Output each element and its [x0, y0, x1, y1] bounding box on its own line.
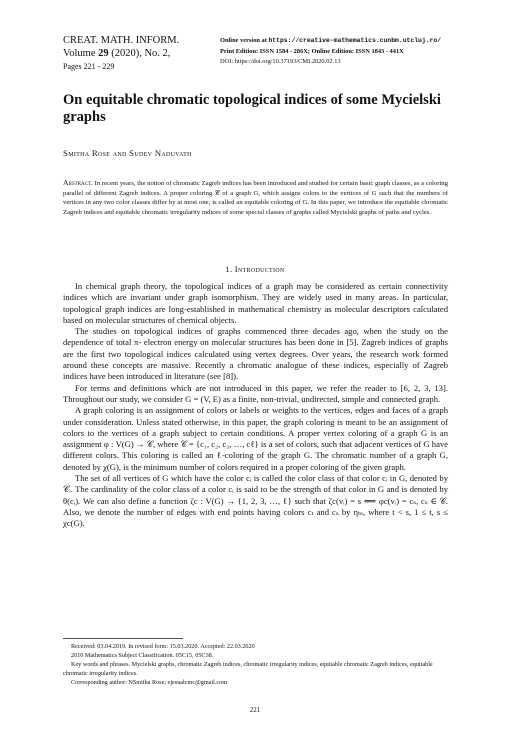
footnote-rule	[63, 638, 183, 639]
page-range: Pages 221 - 229	[63, 62, 115, 71]
paragraph: For terms and definitions which are not introduced in this paper, we refer the reader to [6, 2, 3, 13]. Throughout our study, we consider G = (V, E) as a finite, non-trivial, undirected, simple and connected graph.	[63, 382, 448, 404]
footnotes	[63, 638, 448, 687]
volume-number: 29	[98, 48, 109, 59]
body-text	[63, 281, 448, 530]
online-line	[220, 36, 480, 47]
section-heading: 1. Introduction	[225, 264, 285, 274]
paragraph: A graph coloring is an assignment of colors or labels or weights to the vertices, edges and faces of a graph under consideration. Unless stated otherwise, in this paper, the graph coloring is meant to be an assignment of colors to the vertices of a graph subject to certain conditions. A proper vertex coloring of a graph G is an assignment φ : V(G) → 𝒞, where 𝒞 = {c₁, c₂, c₃, …, cℓ} is a set of colors, such that adjacent vertices of G have different colors. This coloring is called an ℓ-coloring of the graph G. The chromatic number of a graph G, denoted by χ(G), is the minimum number of colors required in a proper coloring of the given graph.	[63, 405, 448, 472]
paragraph: The studies on topological indices of graphs commenced three decades ago, when the study on the dependence of total π- electron energy on molecular structures has been done in [5]. Zagreb indices of graphs are the first two topological indices calculated using vertex degrees. Over years, the research work formed around these concepts are massive. Recently a chromatic analogue of these indices, especially of Zagreb indices have been introduced in literature (see [8]).	[63, 326, 448, 382]
page-number: 221	[249, 706, 261, 714]
volume-prefix: Volume	[63, 48, 99, 59]
volume-suffix: (2020), No. 2,	[108, 48, 171, 59]
paragraph: In chemical graph theory, the topological indices of a graph may be considered as certain connectivity indices which are invariant under graph isomorphism. They are widely used in many areas. In particular, topological graph indices are long-established in mathematical chemistry as molecular descriptors calculated based on molecular structures of chemical objects.	[63, 281, 448, 325]
paper-title: On equitable chromatic topological indices of some Mycielski graphs	[63, 92, 441, 125]
edition-info	[220, 36, 480, 68]
footnote-msc: 2010 Mathematics Subject Classification. 05C15, 05C38.	[71, 652, 214, 659]
paragraph: The set of all vertices of G which have the color cᵢ is called the color class of that color cᵢ in G, denoted by 𝒞ᵢ. The cardinality of the color class of a color cᵢ is said to be the strength of that color in G and is denoted by θ(cᵢ). We can also define a function ζc : V(G) → {1, 2, 3, …, ℓ} such that ζc(vᵢ) = s ⟺ φc(vᵢ) = cₛ, cₛ ∈ 𝒞. Also, we denote the number of edges with end points having colors cₜ and cₛ by ηₜₛ, where t < s, 1 ≤ t, s ≤ χc(G).	[63, 473, 448, 529]
abstract-label: Abstract.	[63, 178, 93, 187]
abstract-text: In recent years, the notion of chromatic Zagreb indices has been introduced and studied for certain basic graph classes, as a coloring parallel of different Zagreb indices. A proper coloring 𝒞 of a graph G, which assigns colors to the vertices of G such that the numbers of vertices in any two color classes differ by at most one, is called an equitable coloring of G. In this paper, we introduce the equitable chromatic Zagreb indices and equitable chromatic irregularity indices of some special classes of graphs called Mycielski graphs of paths and cycles.	[63, 180, 448, 216]
doi-line[interactable]: DOI: https://doi.org/10.37193/CMI.2020.02.13	[220, 58, 341, 65]
footnote-received: Received: 03.04.2019. In revised form: 15.03.2020. Accepted: 22.03.2020	[71, 643, 255, 650]
issn-text: Print Edition: ISSN 1584 - 286X; Online Edition: ISSN 1843 - 441X	[220, 47, 404, 55]
print-line	[220, 47, 480, 58]
journal-name: CREAT. MATH. INFORM.	[63, 35, 180, 46]
abstract	[63, 178, 448, 217]
footnote-corresponding: Corresponding author: NSmitha Rose; ejesualcmc@gmail.com	[71, 679, 228, 686]
online-label: Online version at	[220, 37, 269, 44]
authors: Smitha Rose and Sudev Naduvath	[63, 148, 192, 158]
footnote-keywords: Key words and phrases. Mycielski graphs, chromatic Zagreb indices, chromatic irregularity indices, equitable chromatic Zagreb indices, equitable chromatic irregularity indices.	[63, 661, 433, 677]
online-url[interactable]: https://creative-mathematics.cunbm.utcluj.ro/	[268, 37, 442, 44]
journal-header	[63, 34, 223, 73]
volume-line	[63, 47, 223, 60]
